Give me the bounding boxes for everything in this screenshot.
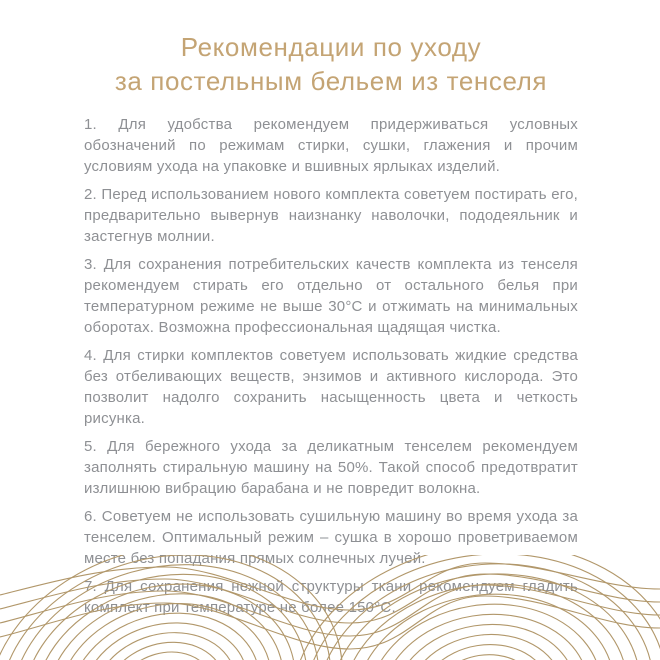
care-list bbox=[84, 114, 578, 618]
care-item-5: 5. Для бережного ухода за деликатным тенселем рекомендуем заполнять стиральную машину на 50%. Такой способ предотвратит излишнюю вибрацию барабана и не повредит волокна. bbox=[84, 438, 578, 497]
page-title bbox=[64, 30, 598, 98]
care-item-3: 3. Для сохранения потребительских качеств комплекта из тенселя рекомендуем стирать его отдельно от остального белья при температурном режиме не выше 30°С и отжимать на минимальных оборотах. Возможна профессиональная щадящая чистка. bbox=[84, 256, 578, 336]
care-item-2: 2. Перед использованием нового комплекта советуем постирать его, предварительно вывернув наизнанку наволочки, пододеяльник и застегнув молнии. bbox=[84, 186, 578, 245]
care-item-1: 1. Для удобства рекомендуем придерживаться условных обозначений по режимам стирки, сушки, глажения и прочим условиям ухода на упаковке и вшивных ярлыках изделий. bbox=[84, 116, 578, 175]
page-title-line2: за постельным бельем из тенселя bbox=[114, 66, 548, 96]
care-item-4: 4. Для стирки комплектов советуем использовать жидкие средства без отбеливающих веществ, энзимов и активного кислорода. Это позволит надолго сохранить насыщенность цвета и четкость рисунка. bbox=[84, 347, 578, 427]
care-item-6: 6. Советуем не использовать сушильную машину во время ухода за тенселем. Оптимальный режим – сушка в хорошо проветриваемом месте без попадания прямых солнечных лучей. bbox=[84, 508, 578, 567]
care-item-7: 7. Для сохранения нежной структуры ткани рекомендуем гладить комплект при температуре не более 150°С. bbox=[84, 578, 578, 616]
page-title-line1: Рекомендации по уходу bbox=[180, 32, 482, 62]
